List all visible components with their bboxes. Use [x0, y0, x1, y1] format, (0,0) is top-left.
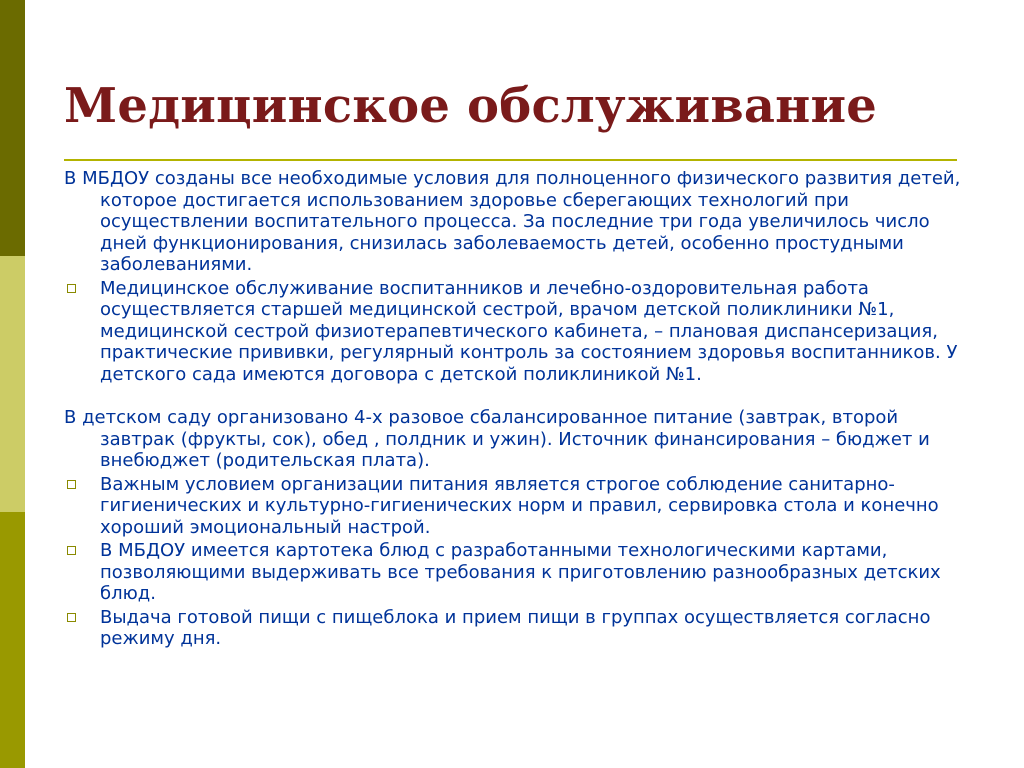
hollow-square-bullet-icon	[67, 480, 76, 489]
side-bar-bottom-segment	[0, 512, 25, 768]
hollow-square-bullet-icon	[67, 613, 76, 622]
hollow-square-bullet-icon	[67, 546, 76, 555]
bullet-text: Важным условием организации питания является строгое соблюдение санитарно-гигиенических и культурно-гигиенических норм и правил, сервировка стола и конечно хороший эмоциональный настрой.	[100, 473, 939, 538]
slide-title: Медицинское обслуживание	[64, 78, 878, 134]
paragraph-conditions: В МБДОУ созданы все необходимые условия для полноценного физического развития детей, которое достигается использованием здоровье сберегающих технологий при осуществлении воспитательного процесса. За последние три года увеличилось число дней функционирования, снизилась заболеваемость детей, особенно простудными заболеваниями.	[64, 168, 961, 275]
slide-body	[64, 168, 974, 650]
side-bar-middle-segment	[0, 256, 25, 512]
bullet-meal-schedule	[64, 607, 974, 650]
bullet-recipe-cards	[64, 540, 974, 605]
hollow-square-bullet-icon	[67, 284, 76, 293]
bullet-text: Медицинское обслуживание воспитанников и лечебно-оздоровительная работа осуществляется старшей медицинской сестрой, врачом детской поликлиники №1, медицинской сестрой физиотерапевтического кабинета, – плановая диспансеризация, практические прививки, регулярный контроль за состоянием здоровья воспитанников. У детского сада имеются договора с детской поликлиникой №1.	[100, 277, 958, 385]
side-bar-top-segment	[0, 0, 25, 256]
bullet-medical-service	[64, 278, 974, 386]
bullet-text: В МБДОУ имеется картотека блюд с разработанными технологическими картами, позволяющими выдерживать все требования к приготовлению разнообразных детских блюд.	[100, 540, 941, 604]
bullet-text: Выдача готовой пищи с пищеблока и прием пищи в группах осуществляется согласно режиму дня.	[100, 606, 931, 649]
paragraph-nutrition: В детском саду организовано 4-х разовое сбалансированное питание (завтрак, второй завтрак (фрукты, сок), обед , полдник и ужин). Источник финансирования – бюджет и внебюджет (родительская плата).	[64, 407, 930, 471]
bullet-hygiene	[64, 474, 974, 539]
title-underline	[64, 159, 957, 161]
